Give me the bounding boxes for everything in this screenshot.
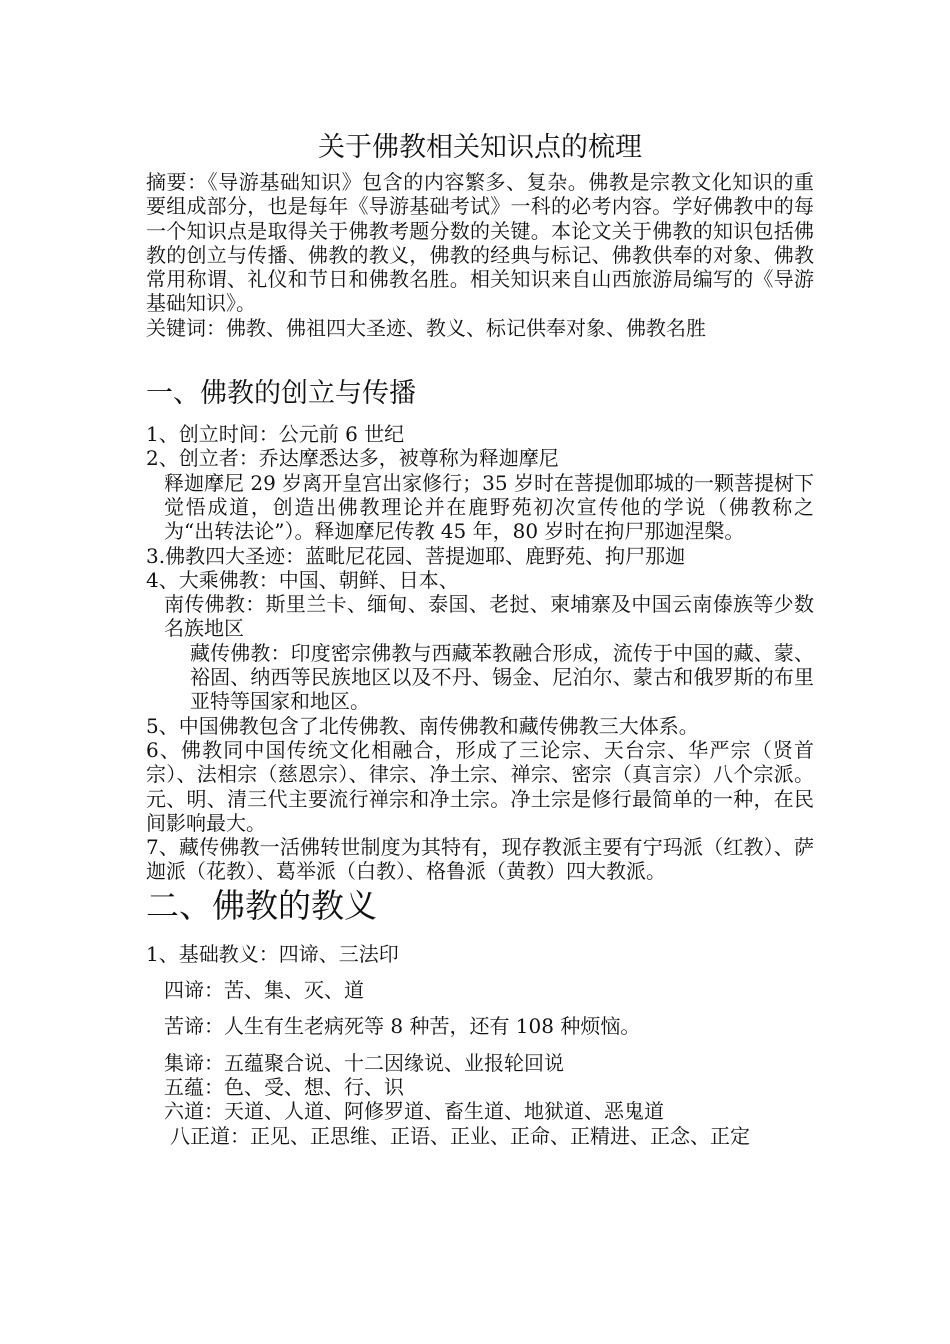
section1-item: 释迦摩尼 29 岁离开皇宫出家修行；35 岁时在菩提伽耶城的一颗菩提树下觉悟成道，创造出佛教理论并在鹿野苑初次宣传他的学说（佛教称之为“出转法论”）。释迦摩尼传教 45 年，80 岁时在拘尸那迦涅槃。 (164, 470, 814, 544)
section-heading-2: 二、佛教的教义 (146, 885, 377, 925)
section1-item: 5、中国佛教包含了北传佛教、南传佛教和藏传佛教三大体系。 (146, 713, 699, 738)
page-title: 关于佛教相关知识点的梳理 (318, 132, 642, 163)
abstract-paragraph: 摘要：《导游基础知识》包含的内容繁多、复杂。佛教是宗教文化知识的重要组成部分，也是每年《导游基础考试》一科的必考内容。学好佛教中的每一个知识点是取得关于佛教考题分数的关键。本论文关于佛教的知识包括佛教的创立与传播、佛教的教义，佛教的经典与标记、佛教供奉的对象、佛教常用称谓、礼仪和节日和佛教名胜。相关知识来自山西旅游局编写的《导游基础知识》。 (146, 170, 814, 316)
document-body (146, 126, 814, 1148)
section2-item: 五蕴：色、受、想、行、识 (164, 1074, 404, 1099)
section2-item: 四谛：苦、集、灭、道 (164, 978, 364, 1003)
section1-item: 7、藏传佛教一活佛转世制度为其特有，现存教派主要有宁玛派（红教）、萨迦派（花教）、葛举派（白教）、格鲁派（黄教）四大教派。 (146, 835, 814, 884)
section1-item: 南传佛教：斯里兰卡、缅甸、泰国、老挝、柬埔寨及中国云南傣族等少数名族地区 (164, 592, 814, 641)
section1-item: 4、大乘佛教：中国、朝鲜、日本、 (146, 567, 459, 592)
section2-item: 苦谛：人生有生老病死等 8 种苦，还有 108 种烦恼。 (164, 1014, 641, 1039)
section1-item: 2、创立者：乔达摩悉达多，被尊称为释迦摩尼 (146, 446, 559, 471)
section-heading-1: 一、佛教的创立与传播 (146, 378, 416, 410)
section1-item: 1、创立时间：公元前 6 世纪 (146, 422, 405, 447)
section1-item: 3.佛教四大圣迹：蓝毗尼花园、菩提迦耶、鹿野苑、拘尸那迦 (146, 543, 686, 568)
keywords-line: 关键词：佛教、佛祖四大圣迹、教义、标记供奉对象、佛教名胜 (146, 315, 706, 340)
section2-item: 集谛：五蕴聚合说、十二因缘说、业报轮回说 (164, 1050, 564, 1075)
section2-item: 六道：天道、人道、阿修罗道、畜生道、地狱道、恶鬼道 (164, 1099, 664, 1124)
section2-item: 八正道：正见、正思维、正语、正业、正命、正精进、正念、正定 (170, 1123, 750, 1148)
section2-item: 1、基础教义：四谛、三法印 (146, 941, 399, 966)
section1-item: 6、佛教同中国传统文化相融合，形成了三论宗、天台宗、华严宗（贤首宗）、法相宗（慈恩宗）、律宗、净土宗、禅宗、密宗（真言宗）八个宗派。元、明、清三代主要流行禅宗和净土宗。净土宗是修行最简单的一种，在民间影响最大。 (146, 737, 814, 835)
section1-item: 藏传佛教：印度密宗佛教与西藏苯教融合形成，流传于中国的藏、蒙、裕固、纳西等民族地区以及不丹、锡金、尼泊尔、蒙古和俄罗斯的布里亚特等国家和地区。 (190, 640, 814, 714)
